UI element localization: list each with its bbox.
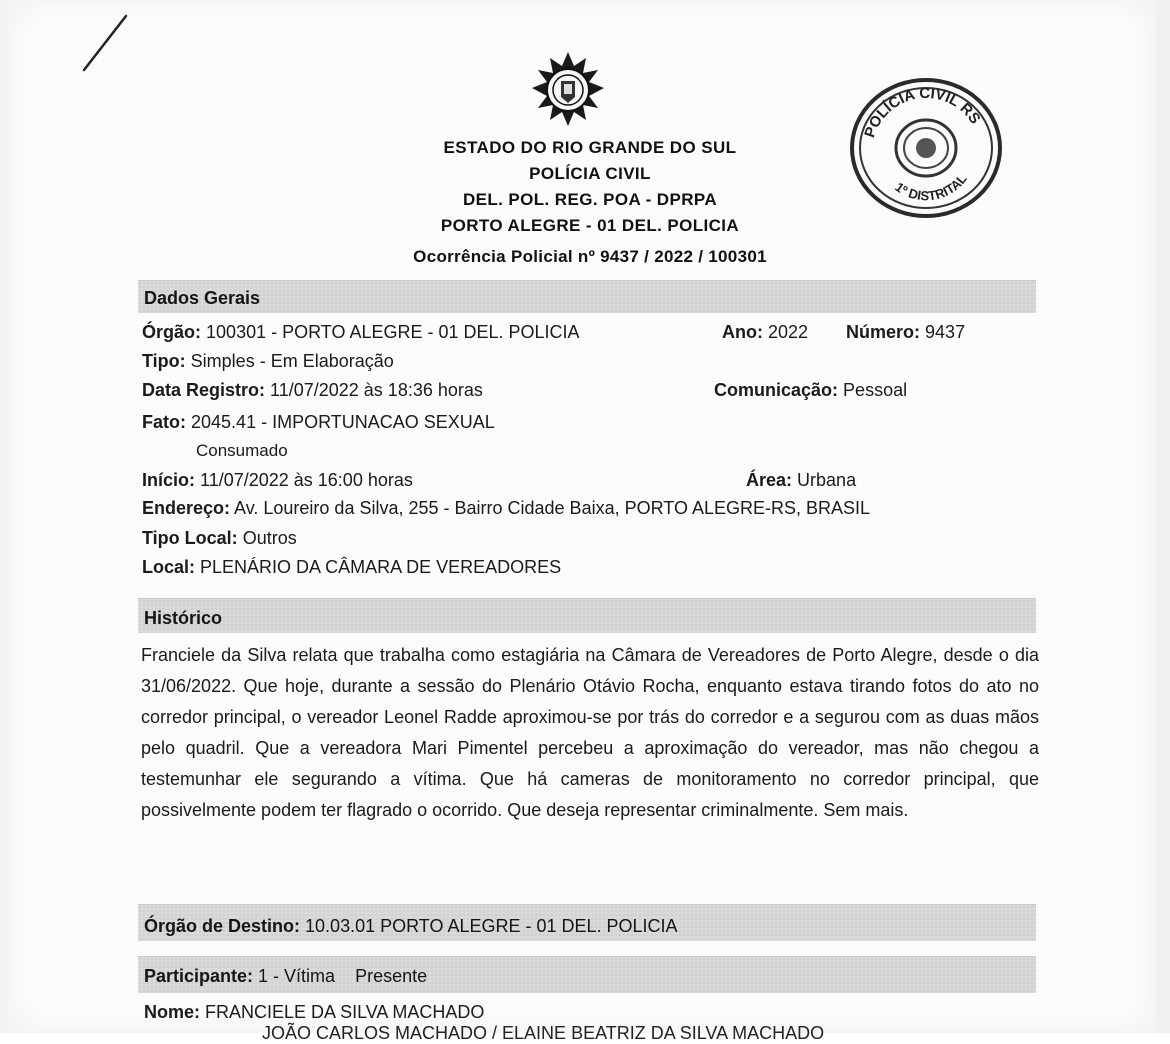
value-orgao: 100301 - PORTO ALEGRE - 01 DEL. POLICIA bbox=[206, 322, 580, 342]
label-nome: Nome: bbox=[144, 1002, 201, 1022]
value-tipo-local: Outros bbox=[242, 528, 297, 548]
section-band-dados-gerais bbox=[138, 280, 1036, 313]
value-participante: 1 - Vítima Presente bbox=[258, 966, 428, 986]
label-ano: Ano: bbox=[722, 322, 763, 342]
field-area bbox=[746, 470, 856, 491]
field-ano bbox=[722, 322, 808, 343]
field-orgao bbox=[142, 322, 580, 343]
svg-text:1º DISTRITAL: 1º DISTRITAL bbox=[892, 171, 970, 204]
label-local: Local: bbox=[142, 557, 196, 577]
value-filiacao-cropped: JOÃO CARLOS MACHADO / ELAINE BEATRIZ DA SILVA MACHADO bbox=[262, 1023, 825, 1043]
field-inicio bbox=[142, 470, 413, 491]
field-nome bbox=[144, 1002, 484, 1023]
field-local bbox=[142, 557, 561, 578]
header-police: POLÍCIA CIVIL bbox=[529, 164, 651, 183]
value-destino: 10.03.01 PORTO ALEGRE - 01 DEL. POLICIA bbox=[305, 916, 678, 936]
value-comunicacao: Pessoal bbox=[843, 380, 908, 400]
section-title-dados-gerais: Dados Gerais bbox=[144, 288, 261, 308]
section-band-participante bbox=[138, 956, 1036, 993]
value-tipo: Simples - Em Elaboração bbox=[190, 351, 394, 371]
label-participante: Participante: bbox=[144, 966, 254, 986]
label-tipo: Tipo: bbox=[142, 351, 186, 371]
field-numero bbox=[846, 322, 965, 343]
section-band-destino bbox=[138, 904, 1036, 941]
field-endereco bbox=[142, 498, 870, 519]
header-delegacia: PORTO ALEGRE - 01 DEL. POLICIA bbox=[440, 216, 740, 235]
field-destino bbox=[144, 916, 678, 937]
value-local: PLENÁRIO DA CÂMARA DE VEREADORES bbox=[200, 557, 562, 577]
header-regional: DEL. POL. REG. POA - DPRPA bbox=[462, 190, 718, 209]
page-right-edge bbox=[1156, 0, 1170, 1033]
section-title-historico: Histórico bbox=[144, 608, 223, 628]
state-coat-of-arms-seal bbox=[528, 50, 608, 134]
historico-narrative: Franciele da Silva relata que trabalha como estagiária na Câmara de Vereadores de Porto Alegre, desde o dia 31/06/2022. Que hoje, durante a sessão do Plenário Otávio Rocha, enquanto estava tirando fotos do ato no corredor principal, o vereador Leonel Radde aproximou-se por trás do corredor e a segurou com as duas mãos pelo quadril. Que a vereadora Mari Pimentel percebeu a aproximação do vereador, mas não chegou a testemunhar ele segurando a vítima. Que há cameras de monitoramento no corredor principal, que possivelmente podem ter flagrado o ocorrido. Que deseja representar criminalmente. Sem mais. bbox=[141, 645, 1039, 820]
value-numero: 9437 bbox=[925, 322, 966, 342]
label-endereco: Endereço: bbox=[142, 498, 231, 518]
field-tipo bbox=[142, 351, 394, 372]
label-fato: Fato: bbox=[142, 412, 186, 432]
section-band-historico bbox=[138, 598, 1036, 633]
label-destino: Órgão de Destino: bbox=[144, 916, 301, 936]
occurrence-number: Ocorrência Policial nº 9437 / 2022 / 100301 bbox=[413, 247, 767, 266]
label-orgao: Órgão: bbox=[142, 322, 202, 342]
field-comunicacao bbox=[714, 380, 907, 401]
field-data-registro bbox=[142, 380, 483, 401]
value-ano: 2022 bbox=[768, 322, 809, 342]
value-nome: FRANCIELE DA SILVA MACHADO bbox=[205, 1002, 485, 1022]
label-area: Área: bbox=[746, 470, 793, 490]
value-fato-status: Consumado bbox=[196, 441, 288, 460]
svg-text:POLÍCIA CIVIL RS: POLÍCIA CIVIL RS bbox=[861, 84, 984, 140]
value-endereco: Av. Loureiro da Silva, 255 - Bairro Cidade Baixa, PORTO ALEGRE-RS, BRASIL bbox=[234, 498, 871, 518]
pen-stroke-mark bbox=[80, 14, 132, 76]
page-left-edge bbox=[0, 0, 8, 1033]
value-area: Urbana bbox=[797, 470, 857, 490]
field-participante bbox=[144, 966, 427, 987]
field-tipo-local bbox=[142, 528, 297, 549]
label-data-registro: Data Registro: bbox=[142, 380, 266, 400]
value-inicio: 11/07/2022 às 16:00 horas bbox=[200, 470, 413, 490]
value-data-registro: 11/07/2022 às 18:36 horas bbox=[270, 380, 483, 400]
label-inicio: Início: bbox=[142, 470, 195, 490]
label-comunicacao: Comunicação: bbox=[714, 380, 839, 400]
value-fato: 2045.41 - IMPORTUNACAO SEXUAL bbox=[191, 412, 495, 432]
header-state: ESTADO DO RIO GRANDE DO SUL bbox=[443, 138, 737, 157]
label-numero: Número: bbox=[846, 322, 921, 342]
field-fato bbox=[142, 412, 495, 433]
label-tipo-local: Tipo Local: bbox=[142, 528, 238, 548]
